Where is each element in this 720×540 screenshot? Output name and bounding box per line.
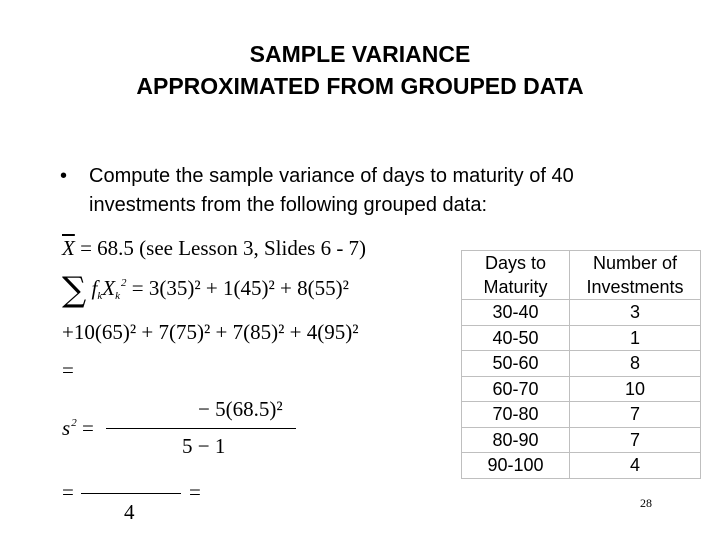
table-row [462, 427, 701, 453]
table-row [462, 376, 701, 402]
table-row [462, 453, 701, 479]
table-row [462, 300, 701, 326]
bullet-icon: • [60, 165, 68, 187]
xbar-symbol: $\overline{X}$ [62, 236, 75, 260]
page-number: 28 [640, 496, 652, 510]
header-number-of-investments: Number of Investments [570, 251, 701, 300]
table-header-row [462, 251, 701, 300]
sum-terms-line-1: 3(35)² + 1(45)² + 8(55)² [148, 276, 349, 300]
s2-fraction-bar [106, 428, 296, 429]
cell-days: 50-60 [462, 351, 570, 377]
final-denominator: 4 [124, 500, 135, 524]
cell-count: 10 [570, 376, 701, 402]
final-fraction-bar [81, 493, 181, 494]
cell-days: 60-70 [462, 376, 570, 402]
grouped-data-table [461, 250, 701, 479]
cell-days: 90-100 [462, 453, 570, 479]
cell-count: 7 [570, 427, 701, 453]
cell-count: 7 [570, 402, 701, 428]
s2-numerator [198, 397, 283, 422]
slide-title [0, 38, 720, 102]
cell-count: 1 [570, 325, 701, 351]
table-row [462, 351, 701, 377]
equals-sign: = [80, 236, 98, 260]
table-row [462, 402, 701, 428]
table-row [462, 325, 701, 351]
bullet-point [60, 162, 660, 220]
equals-sign: = [81, 416, 94, 440]
cell-count: 4 [570, 453, 701, 479]
fk-xk-squared: $f_kX_k^2$ [91, 276, 127, 302]
cell-count: 8 [570, 351, 701, 377]
cell-days: 80-90 [462, 427, 570, 453]
cell-count: 3 [570, 300, 701, 326]
sigma-symbol: ∑ [62, 270, 87, 310]
final-equals-left: = [62, 480, 74, 504]
cell-days: 70-80 [462, 402, 570, 428]
sum-squares-line-1 [62, 270, 349, 310]
cell-days: 30-40 [462, 300, 570, 326]
s2-label [62, 416, 94, 441]
title-line-2: APPROXIMATED FROM GROUPED DATA [136, 73, 584, 99]
title-line-1: SAMPLE VARIANCE [249, 41, 471, 67]
s-squared-symbol: $s^2$ [62, 416, 77, 440]
sum-terms-line-2: +10(65)² + 7(75)² + 7(85)² + 4(95)² [62, 320, 359, 344]
xbar-equation [62, 236, 366, 261]
s2-numerator-tail: − 5(68.5)² [198, 397, 283, 421]
s2-denominator: 5 − 1 [182, 434, 226, 458]
header-days-to-maturity: Days to Maturity [462, 251, 570, 300]
cell-days: 40-50 [462, 325, 570, 351]
final-equals-right: = [189, 480, 201, 504]
xbar-value: 68.5 (see Lesson 3, Slides 6 - 7) [97, 236, 367, 260]
sum-result-line [62, 358, 74, 383]
equals-sign: = [62, 358, 74, 382]
equals-sign: = [131, 276, 149, 300]
bullet-text: Compute the sample variance of days to maturity of 40 investments from the following grouped data: [89, 165, 574, 216]
sum-squares-line-2 [62, 320, 359, 345]
